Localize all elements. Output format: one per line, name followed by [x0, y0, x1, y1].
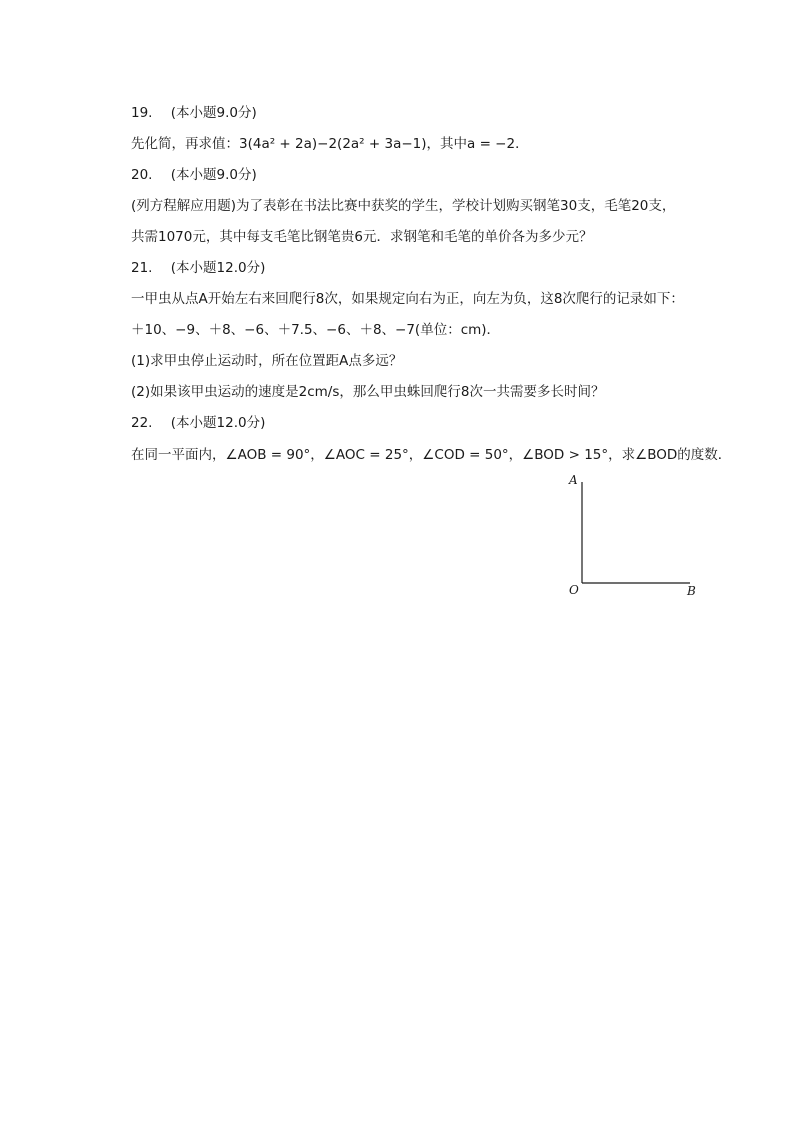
question-21-part-1: (1)求甲虫停止运动时，所在位置距A点多远？ — [131, 353, 403, 369]
question-score: (本小题9.0分) — [170, 167, 257, 183]
question-number: 19. — [131, 105, 153, 121]
question-number: 20. — [131, 167, 153, 183]
question-19-header — [131, 104, 257, 122]
question-number: 21. — [131, 260, 153, 276]
question-score: (本小题12.0分) — [170, 415, 266, 431]
point-b-label: B — [687, 584, 696, 598]
point-a-label: A — [569, 473, 578, 487]
point-o-label: O — [569, 583, 579, 597]
question-score: (本小题12.0分) — [170, 260, 266, 276]
angle-aob-figure — [560, 470, 710, 605]
question-20-text-line-1: (列方程解应用题)为了表彰在书法比赛中获奖的学生，学校计划购买钢笔30支，毛笔20支， — [131, 198, 676, 214]
question-22-header — [131, 414, 265, 432]
question-21-part-2: (2)如果该甲虫运动的速度是2cm/s，那么甲虫蛛回爬行8次一共需要多长时间？ — [131, 384, 605, 400]
question-19-text: 先化简，再求值：3(4a² + 2a)−2(2a² + 3a−1)，其中a = −2． — [131, 136, 529, 152]
question-score: (本小题9.0分) — [170, 105, 257, 121]
question-21-header — [131, 259, 265, 277]
question-20-header — [131, 166, 257, 184]
question-21-text-line-1: 一甲虫从点A开始左右来回爬行8次，如果规定向右为正，向左为负，这8次爬行的记录如下： — [131, 291, 684, 307]
question-21-text-line-2: ＋10、−9、＋8、−6、＋7.5、−6、＋8、−7(单位：cm)． — [131, 322, 501, 338]
question-22-text: 在同一平面内，∠AOB = 90°，∠AOC = 25°，∠COD = 50°，∠BOD > 15°，求∠BOD的度数． — [131, 447, 732, 463]
angle-diagram — [560, 470, 710, 605]
question-20-text-line-2: 共需1070元，其中每支毛笔比钢笔贵6元．求钢笔和毛笔的单价各为多少元？ — [131, 229, 593, 245]
question-number: 22. — [131, 415, 153, 431]
